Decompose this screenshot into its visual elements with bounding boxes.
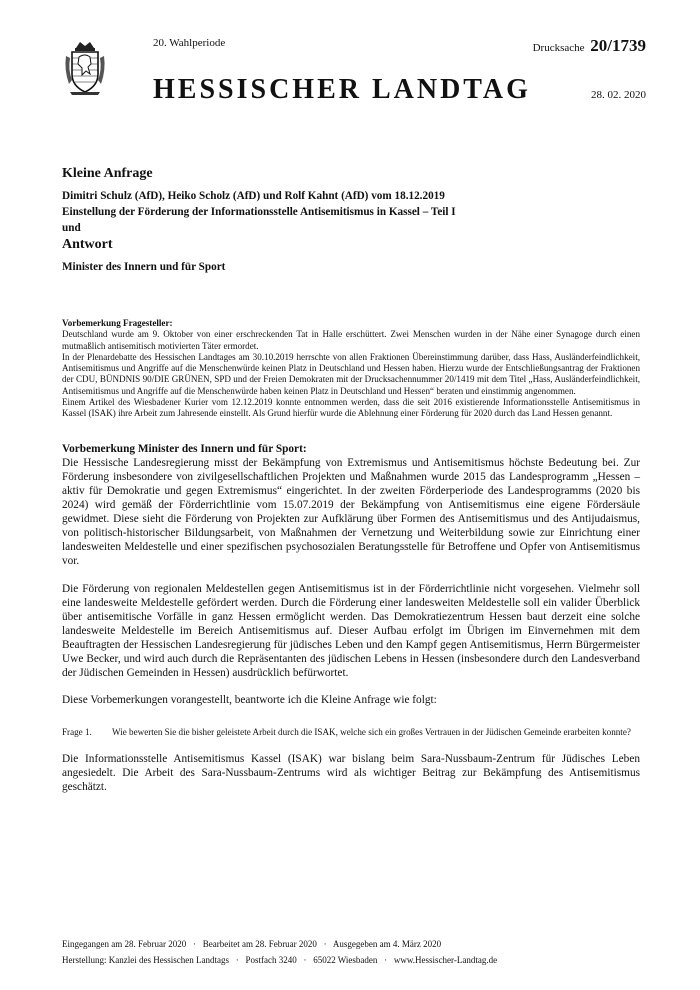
minister-paragraph: Die Hessische Landesregierung misst der Bekämpfung von Extremismus und Antisemitismus höchste Bedeutung bei. Zur Förderung insbesondere von zivilgesellschaftlichen Projekten und Maßnahmen wurde 2015 das Landesprogramm „Hessen – aktiv für Demokratie und gegen Extremismus“ eingerichtet. In der zweiten Förderperiode des Landesprogramms (2020 bis 2024) wird gemäß der Förderrichtlinie vom 15.07.2019 der Bekämpfung von Antisemitismus eine eigene Fördersäule gewidmet. Diese sieht die Förderung von Projekten zur Aufklärung über Formen des Antisemitismus und des Antijudaismus, von politisch-historischer Bildungsarbeit, von Maßnahmen der Vernetzung und Weiterbildung sowie zur Einrichtung einer landesweiten Meldestelle und einer spezifischen psychosozialen Beratungsstelle für Betroffene und Opfer von Antisemitismus vor. xyxy=(62,456,640,568)
frage-text: Wie bewerten Sie die bisher geleistete Arbeit durch die ISAK, welche sich ein großes Vertrauen in der Jüdischen Gemeinde erarbeiten konnte? xyxy=(112,727,631,738)
vorbemerkung-minister-heading: Vorbemerkung Minister des Innern und für Sport: xyxy=(62,442,307,455)
footer xyxy=(62,936,497,968)
footer-dates: Eingegangen am 28. Februar 2020 · Bearbeitet am 28. Februar 2020 · Ausgegeben am 4. März 2020 xyxy=(62,939,442,949)
landtag-title: HESSISCHER LANDTAG xyxy=(153,74,531,105)
vorbemerkung-minister xyxy=(62,442,640,708)
vorbemerkung-fragesteller-heading: Vorbemerkung Fragesteller: xyxy=(62,318,173,328)
drucksache-label: Drucksache xyxy=(532,42,585,54)
answer-paragraph: Die Informationsstelle Antisemitismus Kassel (ISAK) war bislang beim Sara-Nussbaum-Zentrum für Jüdisches Leben angesiedelt. Die Arbeit des Sara-Nussbaum-Zentrums wird als wichtiger Beitrag zur Bekämpfung des Antisemitismus geschätzt. xyxy=(62,752,640,793)
hesse-coat-of-arms-icon xyxy=(62,40,108,96)
wahlperiode: 20. Wahlperiode xyxy=(153,37,226,49)
und: und xyxy=(62,222,81,234)
document-date: 28. 02. 2020 xyxy=(591,89,646,101)
fragesteller-paragraph: In der Plenardebatte des Hessischen Landtages am 30.10.2019 herrschte von allen Fraktionen Übereinstimmung darüber, dass Hass, Ausländerfeindlichkeit, Antisemitismus und Angriffe auf die Menschenwürde keinen Platz in Deutschland und Hessen haben. Hierzu wurde der Entschließungsantrag der Fraktionen der CDU, BÜNDNIS 90/DIE GRÜNEN, SPD und der Freien Demokraten mit der Drucksachennummer 20/1419 mit dem Titel „Hass, Ausländerfeindlichkeit, Antisemitismus und Angriffe auf die Menschenwürde haben keinen Platz in Deutschland und Hessen“ beraten und einstimmig angenommen. xyxy=(62,351,640,396)
anfrage-block xyxy=(62,166,642,275)
vorbemerkung-fragesteller xyxy=(62,318,640,420)
document-body xyxy=(62,318,640,794)
antwort-heading: Antwort xyxy=(62,237,113,252)
authors: Dimitri Schulz (AfD), Heiko Scholz (AfD) und Rolf Kahnt (AfD) vom 18.12.2019 xyxy=(62,190,445,202)
kleine-anfrage-heading: Kleine Anfrage xyxy=(62,166,153,181)
footer-publisher: Herstellung: Kanzlei des Hessischen Landtags · Postfach 3240 · 65022 Wiesbaden · www.Hessischer-Landtag.de xyxy=(62,955,498,965)
minister-paragraph: Diese Vorbemerkungen vorangestellt, beantworte ich die Kleine Anfrage wie folgt: xyxy=(62,694,437,707)
minister: Minister des Innern und für Sport xyxy=(62,261,226,273)
drucksache xyxy=(533,36,646,56)
fragesteller-paragraph: Deutschland wurde am 9. Oktober von einer erschreckenden Tat in Halle erschüttert. Zwei Menschen wurden in der Nähe einer Synagoge durch einen mutmaßlich antisemitisch motivierten Täter ermordet. xyxy=(62,329,640,351)
frage-label: Frage 1. xyxy=(62,727,92,738)
fragesteller-paragraph: Einem Artikel des Wiesbadener Kurier vom 12.12.2019 konnte entnommen werden, dass die seit 2016 existierende Informationsstelle Antisemitismus in Kassel (ISAK) ihre Arbeit zum Jahresende einstellt. Als Grund hierfür wurde die Ablehnung einer Förderung für 2020 durch das Land Hessen genannt. xyxy=(62,397,640,419)
minister-paragraph: Die Förderung von regionalen Meldestellen gegen Antisemitismus ist in der Förderrichtlinie nicht vorgesehen. Vielmehr soll eine landesweite Meldestelle gefördert werden. Durch die Förderung einer landesweiten Meldestelle soll ein valider Überblick über antisemitische Vorfälle in ganz Hessen ermöglicht werden. Das Demokratiezentrum Hessen baut derzeit eine solche landesweite Meldestelle im Bereich Antisemitismus auf. Dieser Aufbau erfolgt im Übrigen im Einvernehmen mit dem Beauftragten der Hessischen Landesregierung für jüdisches Leben und den Kampf gegen Antisemitismus, Herrn Bürgermeister Uwe Becker, und wird auch durch die Repräsentanten des jüdischen Lebens in Hessen (insbesondere durch den Landesverband der Jüdischen Gemeinden in Hessen) ausdrücklich befürwortet. xyxy=(62,582,640,680)
subject: Einstellung der Förderung der Informationsstelle Antisemitismus in Kassel – Teil I xyxy=(62,206,456,218)
frage-1 xyxy=(62,727,640,738)
drucksache-number: 20/1739 xyxy=(590,36,646,55)
